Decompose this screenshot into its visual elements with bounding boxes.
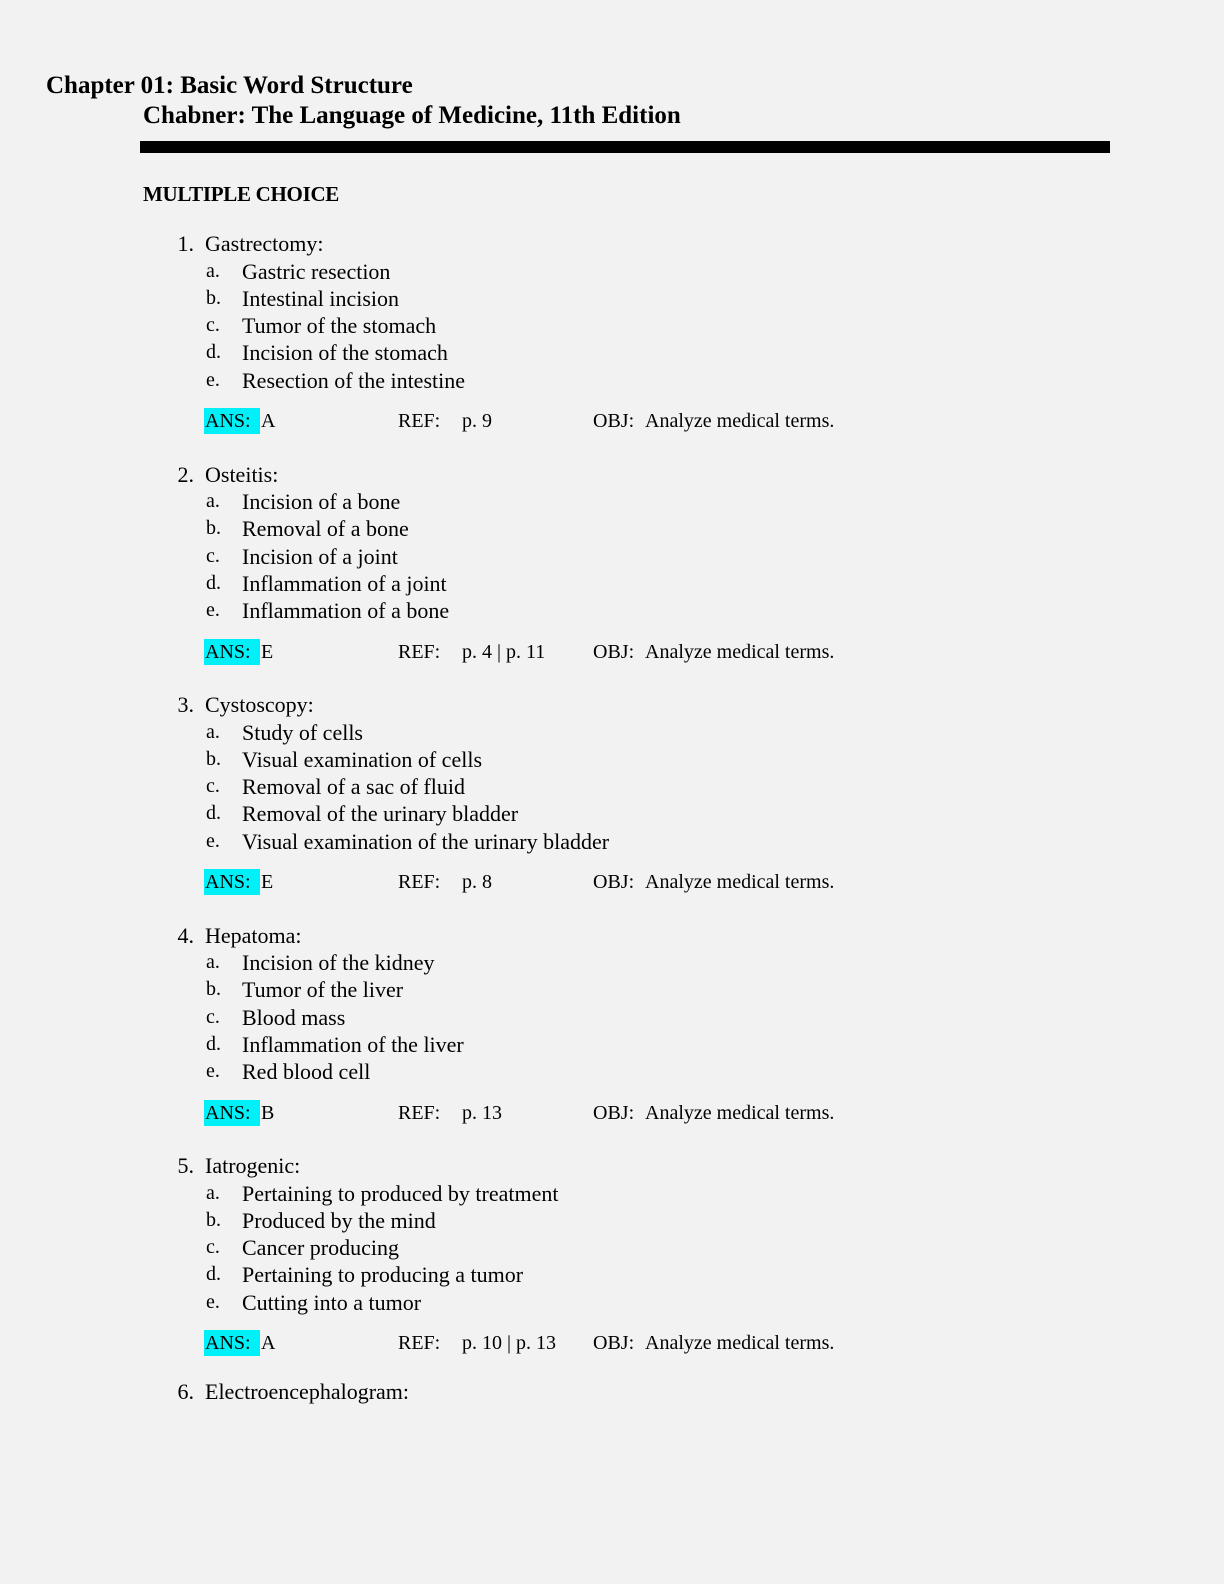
choice-letter: a.: [206, 1181, 220, 1204]
choice-text: Resection of the intestine: [242, 367, 465, 393]
objective-label: OBJ:: [593, 871, 635, 893]
question-stem: Electroencephalogram:: [205, 1379, 410, 1404]
choice-text: Gastric resection: [242, 258, 391, 284]
answer-value: E: [261, 640, 274, 663]
choice-letter: d.: [206, 571, 221, 594]
question-number: 2.: [177, 461, 194, 487]
reference-value: p. 8: [462, 871, 492, 893]
objective-value: Analyze medical terms.: [645, 871, 835, 893]
choice-letter: c.: [206, 1236, 220, 1259]
choice-text: Pertaining to produced by treatment: [242, 1180, 559, 1206]
choice-text: Cancer producing: [242, 1235, 399, 1261]
choice-list: [0, 488, 1224, 624]
choice-text: Red blood cell: [242, 1059, 371, 1085]
answer-value: A: [261, 410, 276, 432]
reference-value: p. 4 | p. 11: [462, 640, 546, 663]
question-item: [0, 691, 1224, 922]
question-number: 5.: [177, 1153, 194, 1178]
choice-item: [0, 285, 1224, 312]
choice-item: [0, 1031, 1224, 1058]
question-number: 4.: [177, 922, 194, 948]
choice-item: [0, 1234, 1224, 1261]
choice-text: Produced by the mind: [242, 1207, 436, 1233]
choice-item: [0, 828, 1224, 855]
question-item: [0, 1152, 1224, 1383]
section-heading: MULTIPLE CHOICE: [143, 182, 340, 206]
answer-label: ANS:: [204, 1100, 260, 1126]
choice-letter: a.: [206, 951, 220, 973]
choice-text: Cutting into a tumor: [242, 1289, 422, 1315]
choice-letter: e.: [206, 1060, 220, 1083]
document-subtitle: Chabner: The Language of Medicine, 11th Edition: [143, 102, 681, 129]
choice-text: Removal of a bone: [242, 516, 409, 542]
choice-item: [0, 719, 1224, 746]
choice-item: [0, 976, 1224, 1003]
choice-text: Inflammation of the liver: [242, 1031, 464, 1057]
choice-list: [0, 949, 1224, 1085]
choice-text: Inflammation of a bone: [242, 598, 450, 624]
reference-label: REF:: [398, 410, 441, 432]
choice-text: Pertaining to producing a tumor: [242, 1262, 524, 1288]
question-item: [0, 230, 1224, 461]
choice-item: [0, 1207, 1224, 1234]
question-stem: Cystoscopy:: [205, 692, 314, 717]
question-stem: Hepatoma:: [205, 922, 302, 948]
choice-letter: d.: [206, 341, 221, 364]
choice-item: [0, 258, 1224, 285]
choice-letter: d.: [206, 802, 221, 825]
document-title: Chapter 01: Basic Word Structure: [46, 72, 413, 99]
choice-item: [0, 1004, 1224, 1031]
reference-value: p. 13: [462, 1101, 502, 1124]
reference-value: p. 9: [462, 410, 492, 432]
choice-text: Incision of a joint: [242, 543, 398, 569]
choice-item: [0, 312, 1224, 339]
choice-item: [0, 746, 1224, 773]
choice-letter: c.: [206, 1005, 220, 1028]
choice-text: Incision of the kidney: [242, 950, 435, 975]
answer-value: B: [261, 1101, 275, 1124]
choice-text: Blood mass: [242, 1004, 346, 1030]
choice-letter: e.: [206, 368, 220, 391]
choice-text: Intestinal incision: [242, 285, 400, 311]
choice-item: [0, 543, 1224, 570]
choice-letter: a.: [206, 259, 220, 282]
answer-value: A: [261, 1332, 276, 1354]
reference-value: p. 10 | p. 13: [462, 1332, 557, 1354]
choice-letter: b.: [206, 517, 221, 540]
objective-value: Analyze medical terms.: [645, 640, 835, 663]
choice-text: Inflammation of a joint: [242, 570, 447, 596]
choice-item: [0, 1289, 1224, 1316]
choice-item: [0, 339, 1224, 366]
choice-item: [0, 515, 1224, 542]
choice-letter: e.: [206, 1290, 220, 1313]
choice-letter: b.: [206, 747, 221, 770]
answer-meta: [0, 1100, 1224, 1126]
choice-text: Tumor of the stomach: [242, 313, 437, 339]
choice-text: Study of cells: [242, 719, 363, 745]
choice-list: [0, 719, 1224, 855]
answer-meta: [0, 639, 1224, 665]
objective-label: OBJ:: [593, 640, 635, 663]
answer-value: E: [261, 871, 274, 893]
answer-meta: [0, 408, 1224, 434]
choice-item: [0, 773, 1224, 800]
question-item: [0, 922, 1224, 1153]
choice-list: [0, 1180, 1224, 1316]
choice-item: [0, 1261, 1224, 1288]
choice-letter: b.: [206, 978, 221, 1001]
choice-item: [0, 1058, 1224, 1085]
choice-letter: e.: [206, 599, 220, 622]
choice-letter: d.: [206, 1263, 221, 1286]
question-item: [0, 461, 1224, 692]
choice-text: Incision of a bone: [242, 489, 401, 514]
choice-text: Removal of a sac of fluid: [242, 774, 465, 800]
choice-text: Incision of the stomach: [242, 340, 448, 366]
reference-label: REF:: [398, 871, 441, 893]
choice-letter: b.: [206, 286, 221, 309]
answer-meta: [0, 869, 1224, 895]
choice-letter: d.: [206, 1032, 221, 1055]
objective-value: Analyze medical terms.: [645, 1332, 835, 1354]
reference-label: REF:: [398, 1101, 441, 1124]
answer-label: ANS:: [204, 639, 260, 665]
choice-letter: c.: [206, 775, 220, 798]
choice-letter: a.: [206, 720, 220, 743]
choice-list: [0, 258, 1224, 394]
question-stem: Osteitis:: [205, 461, 279, 487]
choice-text: Visual examination of cells: [242, 746, 483, 772]
choice-letter: a.: [206, 490, 220, 512]
question-number: 1.: [177, 231, 194, 256]
choice-item: [0, 488, 1224, 515]
question-stem: Gastrectomy:: [205, 231, 324, 256]
choice-item: [0, 367, 1224, 394]
answer-label: ANS:: [204, 1330, 260, 1356]
choice-text: Tumor of the liver: [242, 977, 404, 1003]
question-item: [0, 1378, 1224, 1406]
header-rule: [140, 141, 1110, 153]
choice-letter: c.: [206, 544, 220, 567]
choice-item: [0, 570, 1224, 597]
reference-label: REF:: [398, 640, 441, 663]
answer-label: ANS:: [204, 869, 260, 895]
choice-letter: c.: [206, 314, 220, 337]
objective-value: Analyze medical terms.: [645, 410, 835, 432]
answer-label: ANS:: [204, 408, 260, 434]
choice-item: [0, 597, 1224, 624]
choice-item: [0, 949, 1224, 976]
choice-item: [0, 800, 1224, 827]
question-list: [0, 230, 1224, 1383]
question-stem: Iatrogenic:: [205, 1153, 301, 1178]
objective-value: Analyze medical terms.: [645, 1101, 835, 1124]
objective-label: OBJ:: [593, 1332, 635, 1354]
question-number: 6.: [177, 1379, 194, 1404]
choice-text: Removal of the urinary bladder: [242, 801, 519, 827]
objective-label: OBJ:: [593, 1101, 635, 1124]
choice-letter: b.: [206, 1208, 221, 1231]
answer-meta: [0, 1330, 1224, 1356]
objective-label: OBJ:: [593, 410, 635, 432]
choice-item: [0, 1180, 1224, 1207]
choice-text: Visual examination of the urinary bladder: [242, 828, 610, 854]
choice-letter: e.: [206, 829, 220, 852]
reference-label: REF:: [398, 1332, 441, 1354]
question-number: 3.: [177, 692, 194, 717]
